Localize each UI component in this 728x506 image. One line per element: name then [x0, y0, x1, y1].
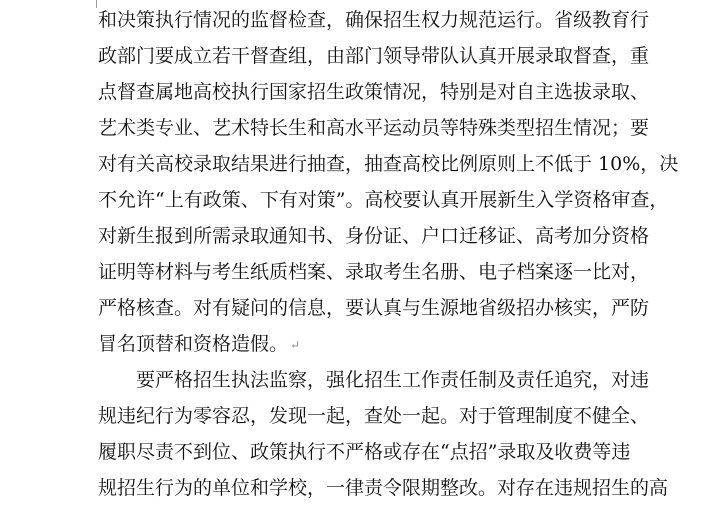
text-line: 点督查属地高校执行国家招生政策情况，特别是对自主选拔录取、 [98, 81, 650, 103]
text-line: 规违纪行为零容忍，发现一起，查处一起。对于管理制度不健全、 [98, 405, 650, 427]
text-line: 不允许“上有政策、下有对策”。高校要认真开展新生入学资格审查， [98, 189, 669, 211]
left-margin-corner-mark [86, 0, 97, 8]
paragraph-last-line [98, 326, 300, 362]
text-line: 艺术类专业、艺术特长生和高水平运动员等特殊类型招生情况；要 [98, 117, 650, 139]
text-line: 对有关高校录取结果进行抽查，抽查高校比例原则上不低于 10%，决 [98, 153, 679, 175]
paragraph-mark-icon: ↵ [290, 338, 301, 352]
text-line: 政部门要成立若干督查组，由部门领导带队认真开展录取督查，重 [98, 45, 650, 67]
text-line: 履职尽责不到位、政策执行不严格或存在“点招”录取及收费等违 [98, 441, 631, 463]
text-line: 规招生行为的单位和学校，一律责令限期整改。对存在违规招生的高 [98, 477, 669, 499]
text-line: 严格核查。对有疑问的信息，要认真与生源地省级招办核实，严防 [98, 297, 650, 319]
text-line: 证明等材料与考生纸质档案、录取考生名册、电子档案逐一比对， [98, 261, 650, 283]
text-line-indented: 要严格招生执法监察，强化招生工作责任制及责任追究，对违 [136, 369, 650, 391]
text-line: 对新生报到所需录取通知书、身份证、户口迁移证、高考加分资格 [98, 225, 650, 247]
text-line: 冒名顶替和资格造假。 [98, 333, 289, 355]
text-line: 和决策执行情况的监督检查，确保招生权力规范运行。省级教育行 [98, 9, 650, 31]
